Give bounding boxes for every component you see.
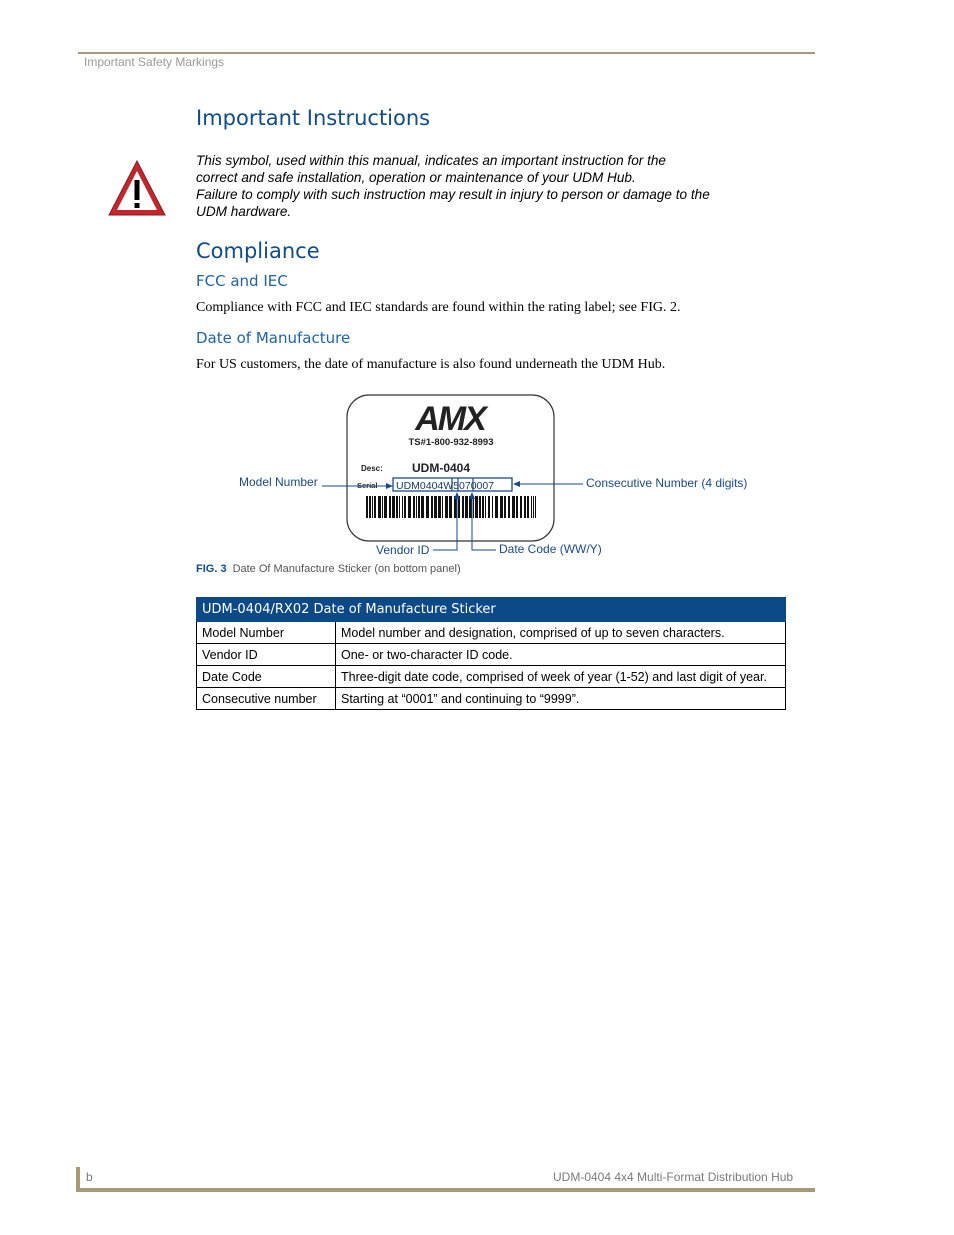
table-cell-description: One- or two-character ID code. (336, 644, 786, 666)
barcode-bar (404, 496, 406, 518)
table-row (197, 644, 786, 666)
instruction-line: Failure to comply with such instruction may result in injury to person or damage to the (196, 187, 710, 202)
figure-label: FIG. 3 (196, 563, 227, 575)
barcode-bar (366, 496, 368, 518)
barcode-bar (431, 496, 433, 518)
callout-consecutive-number: Consecutive Number (4 digits) (586, 476, 748, 490)
barcode-bar (533, 496, 534, 518)
sticker-serial-label: Serial (357, 481, 378, 490)
barcode-bar (488, 496, 490, 518)
barcode-bar (535, 496, 536, 518)
important-instructions-heading: Important Instructions (196, 106, 431, 130)
running-header: Important Safety Markings (84, 55, 225, 69)
table-cell-term: Model Number (197, 622, 336, 644)
table-cell-description: Starting at “0001” and continuing to “9999”. (336, 688, 786, 710)
table-title: UDM-0404/RX02 Date of Manufacture Sticker (197, 598, 786, 622)
table-cell-description: Model number and designation, comprised of up to seven characters. (336, 622, 786, 644)
instruction-line: UDM hardware. (196, 204, 292, 219)
barcode-bar (520, 496, 522, 518)
barcode-bar (438, 496, 441, 518)
table-row (197, 666, 786, 688)
fcc-iec-heading: FCC and IEC (196, 272, 288, 290)
barcode-bar (378, 496, 381, 518)
barcode-bar (492, 496, 493, 518)
table-cell-description: Three-digit date code, comprised of week of year (1-52) and last digit of year. (336, 666, 786, 688)
barcode-bar (402, 496, 403, 518)
instruction-line: This symbol, used within this manual, indicates an important instruction for the (196, 153, 666, 168)
barcode-bar (516, 496, 518, 518)
barcode-bar (382, 496, 383, 518)
barcode-bar (426, 496, 429, 518)
figure-caption (196, 563, 461, 575)
callout-model-number: Model Number (239, 475, 318, 489)
footer-rule (78, 1188, 815, 1192)
barcode-bar (449, 496, 452, 518)
barcode-bar (479, 496, 481, 518)
barcode-bar (531, 496, 532, 518)
barcode-bar (482, 496, 484, 518)
barcode-bar (527, 496, 529, 518)
compliance-heading: Compliance (196, 239, 320, 263)
barcode-bar (442, 496, 443, 518)
barcode-bar (462, 496, 464, 518)
figure-caption-text: Date Of Manufacture Sticker (on bottom panel) (232, 563, 461, 575)
date-of-manufacture-heading: Date of Manufacture (196, 329, 351, 347)
barcode-bar (384, 496, 387, 518)
sticker-desc-label: Desc: (361, 464, 383, 473)
warning-triangle-icon (106, 158, 168, 223)
barcode-bar (413, 496, 415, 518)
callout-date-code: Date Code (WW/Y) (499, 542, 602, 556)
barcode-bar (408, 496, 411, 518)
table-row (197, 688, 786, 710)
date-of-manufacture-text: For US customers, the date of manufacture is also found underneath the UDM Hub. (196, 357, 666, 372)
barcode-bar (434, 496, 437, 518)
barcode-bar (399, 496, 400, 518)
barcode-bar (524, 496, 526, 518)
barcode-bar (465, 496, 468, 518)
barcode-bar (418, 496, 420, 518)
barcode-bar (512, 496, 515, 518)
barcode-bar (369, 496, 371, 518)
barcode-bar (416, 496, 417, 518)
barcode-bar (473, 496, 474, 518)
header-rule (78, 52, 815, 54)
barcode-bar (500, 496, 503, 518)
instruction-line: correct and safe installation, operation or maintenance of your UDM Hub. (196, 170, 636, 185)
fcc-iec-text: Compliance with FCC and IEC standards are found within the rating label; see FIG. 2. (196, 300, 681, 315)
barcode-bar (458, 496, 460, 518)
callout-vendor-id: Vendor ID (376, 543, 430, 557)
date-of-manufacture-table (196, 597, 786, 710)
barcode-bar (504, 496, 506, 518)
barcode-bar (475, 496, 478, 518)
manufacture-sticker-figure (230, 390, 790, 567)
svg-text:AMX: AMX (415, 400, 485, 438)
table-cell-term: Date Code (197, 666, 336, 688)
sticker-desc-value: UDM-0404 (412, 461, 471, 475)
table-cell-term: Vendor ID (197, 644, 336, 666)
important-instructions-text (196, 152, 756, 220)
table-row (197, 622, 786, 644)
sticker-phone: TS#1-800-932-8993 (408, 437, 494, 448)
page-number: b (86, 1170, 93, 1184)
footer-product-name: UDM-0404 4x4 Multi-Format Distribution Hub (553, 1170, 794, 1184)
barcode-bar (508, 496, 510, 518)
table-cell-term: Consecutive number (197, 688, 336, 710)
barcode-bar (396, 496, 398, 518)
barcode-bar (495, 496, 498, 518)
amx-logo (414, 400, 489, 438)
barcode-bar (421, 496, 424, 518)
barcode-bar (392, 496, 395, 518)
sticker-serial-value: UDM0404W5070007 (396, 480, 495, 492)
barcode-bar (374, 496, 376, 518)
barcode-bar (485, 496, 486, 518)
barcode-bar (372, 496, 373, 518)
barcode-bar (445, 496, 448, 518)
barcode-bar (389, 496, 391, 518)
